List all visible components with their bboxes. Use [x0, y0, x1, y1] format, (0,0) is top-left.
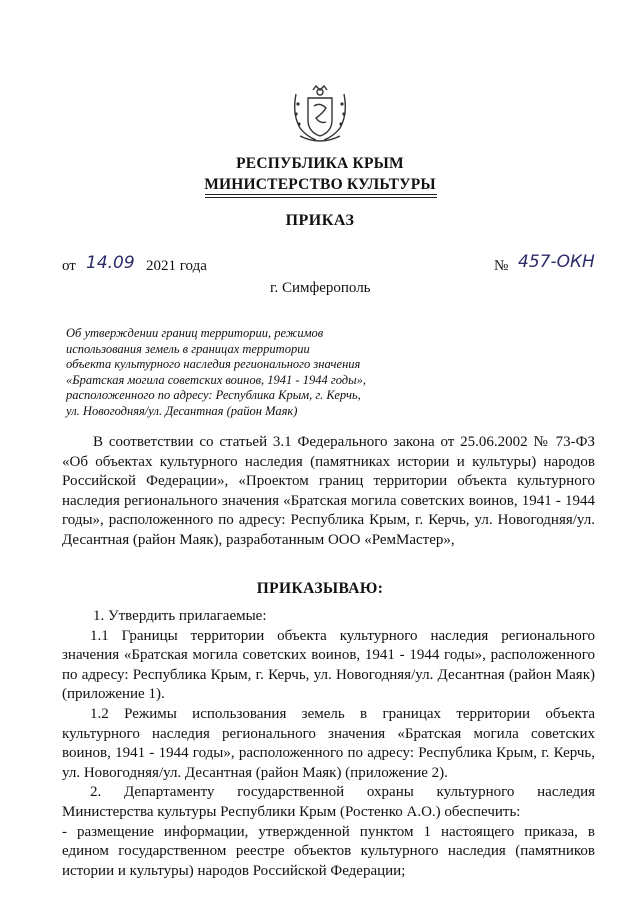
- header-rule-bottom: [205, 197, 437, 198]
- subject-line: использования земель в границах территории: [66, 341, 310, 356]
- order-year: 2021 года: [146, 258, 207, 274]
- preamble-paragraph: В соответствии со статьей 3.1 Федерального закона от 25.06.2002 № 73-ФЗ «Об объектах культурного наследия (памятниках истории и культуры) народов Российской Федерации», «Проектом границ территории объекта культурного наследия регионального значения «Братская могила советских воинов, 1941 - 1944 годы», расположенного по адресу: Республика Крым, г. Керчь, ул. Новогодняя/ул. Десантная (район Маяк), разработанным ООО «РемМастер»,: [62, 434, 595, 548]
- handwritten-number: 457-ОКН: [518, 252, 595, 272]
- order-items-block: [62, 607, 595, 881]
- document-type-title: ПРИКАЗ: [285, 212, 355, 229]
- item-1-1: 1.1 Границы территории объекта культурного наследия регионального значения «Братская могила советских воинов, 1941 - 1944 годы», расположенного по адресу: Республика Крым, г. Керчь, ул. Новогодняя/ул. Десантная (район Маяк) (приложение 1).: [62, 627, 595, 703]
- preamble-block: [62, 433, 595, 551]
- item-1-2: 1.2 Режимы использования земель в границах территории объекта культурного наследия регионального значения «Братская могила советских воинов, 1941 - 1944 годы», расположенного по адресу: Республика Крым, г. Керчь, ул. Новогодняя/ул. Десантная (район Маяк) (приложение 2).: [62, 705, 595, 781]
- number-prefix: №: [494, 258, 509, 274]
- subject-line: ул. Новогодняя/ул. Десантная (район Маяк): [66, 403, 298, 418]
- item-2: 2. Департаменту государственной охраны культурного наследия Министерства культуры Республики Крым (Ростенко А.О.) обеспечить:: [62, 784, 595, 820]
- header-rule-top: [205, 194, 437, 195]
- subject-line: Об утверждении границ территории, режимов: [66, 326, 324, 340]
- republic-title: РЕСПУБЛИКА КРЫМ: [236, 155, 404, 172]
- city-name: г. Симферополь: [270, 280, 371, 296]
- subject-line: «Братская могила советских воинов, 1941 - 1944 годы»,: [66, 372, 366, 387]
- date-prefix: от: [62, 258, 76, 274]
- order-word: ПРИКАЗЫВАЮ:: [256, 580, 384, 597]
- ministry-title: МИНИСТЕРСТВО КУЛЬТУРЫ: [204, 176, 436, 193]
- order-subject: [66, 326, 366, 420]
- item-2-bullet: - размещение информации, утвержденной пунктом 1 настоящего приказа, в едином государственном реестре объектов культурного наследия (памятников истории и культуры) народов Российской Федерации;: [62, 823, 595, 879]
- subject-line: объекта культурного наследия регионального значения: [66, 357, 361, 372]
- item-1: 1. Утвердить прилагаемые:: [93, 608, 267, 624]
- subject-line: расположенного по адресу: Республика Крым, г. Керчь,: [66, 388, 361, 403]
- handwritten-date: 14.09: [86, 253, 135, 273]
- crimea-coat-of-arms-icon: [286, 84, 354, 148]
